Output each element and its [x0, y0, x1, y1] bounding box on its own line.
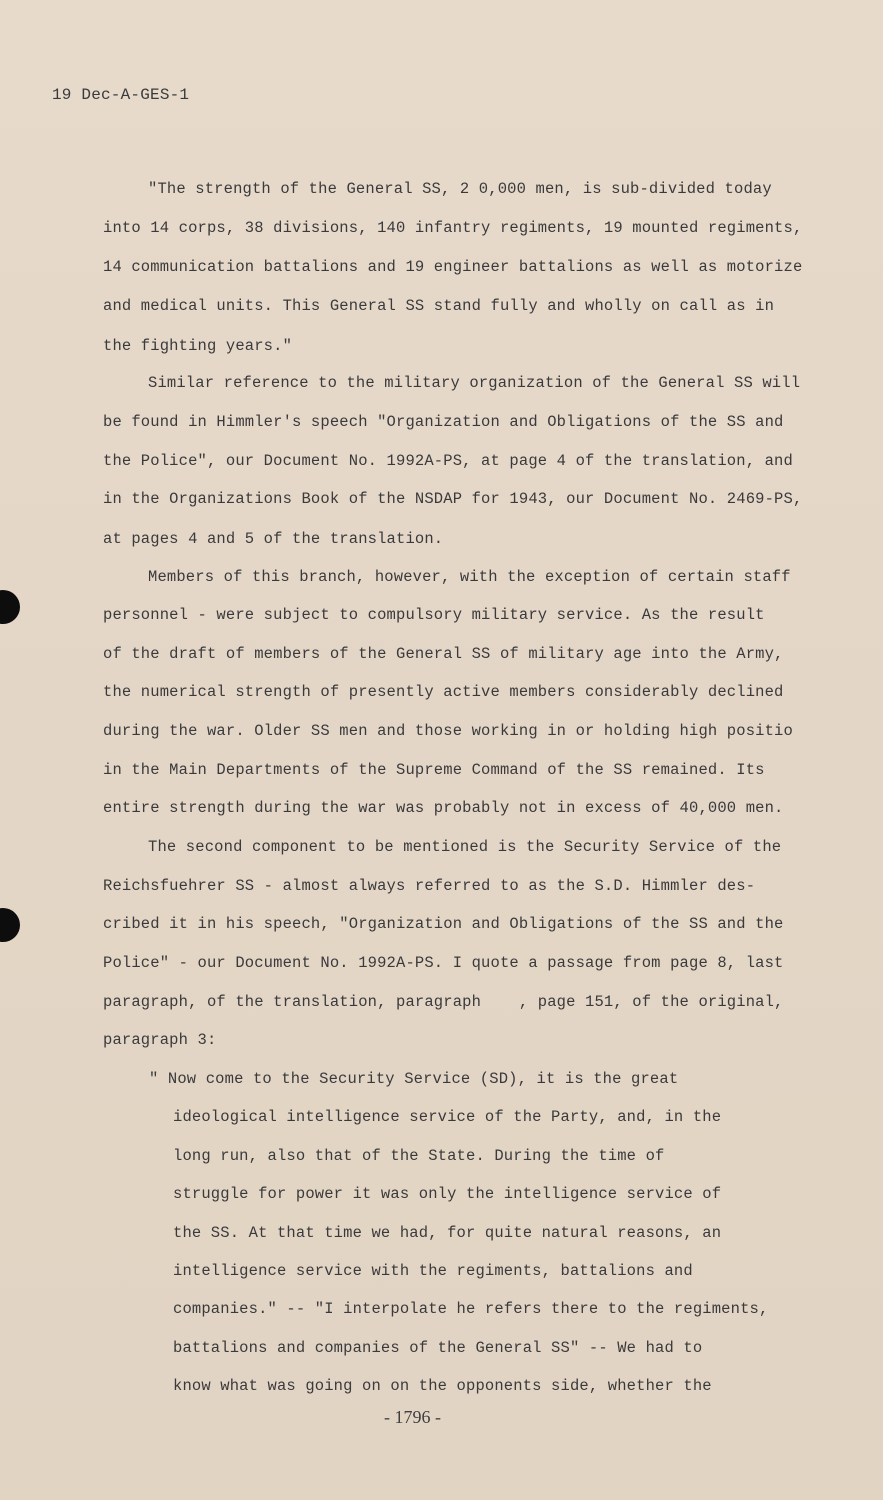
- text-line: know what was going on on the opponents side, whether the: [173, 1377, 712, 1395]
- text-line: at pages 4 and 5 of the translation.: [103, 530, 444, 548]
- text-line: the Police", our Document No. 1992A-PS, at page 4 of the translation, and: [103, 452, 793, 470]
- text-line: long run, also that of the State. During the time of: [173, 1147, 665, 1165]
- text-line: "The strength of the General SS, 2 0,000 men, is sub-divided today: [148, 180, 772, 198]
- text-line: 14 communication battalions and 19 engineer battalions as well as motorize: [103, 258, 803, 276]
- page-number: - 1796 -: [384, 1407, 441, 1427]
- text-line: be found in Himmler's speech "Organization and Obligations of the SS and: [103, 413, 784, 431]
- text-line: and medical units. This General SS stand fully and wholly on call as in: [103, 297, 775, 315]
- text-line: during the war. Older SS men and those working in or holding high positio: [103, 722, 793, 740]
- text-line: Similar reference to the military organization of the General SS will: [148, 374, 801, 392]
- text-line: Reichsfuehrer SS - almost always referred to as the S.D. Himmler des-: [103, 877, 756, 895]
- text-line: paragraph, of the translation, paragraph , page 151, of the original,: [103, 993, 784, 1011]
- punch-hole: [0, 908, 20, 942]
- text-line: ideological intelligence service of the Party, and, in the: [173, 1108, 722, 1126]
- text-line: the fighting years.": [103, 337, 293, 355]
- text-line: of the draft of members of the General SS of military age into the Army,: [103, 645, 784, 663]
- text-line: in the Organizations Book of the NSDAP for 1943, our Document No. 2469-PS,: [103, 490, 803, 508]
- text-line: intelligence service with the regiments, battalions and: [173, 1262, 693, 1280]
- text-line: Members of this branch, however, with the exception of certain staff: [148, 568, 791, 586]
- text-line: personnel - were subject to compulsory military service. As the result: [103, 606, 765, 624]
- punch-hole: [0, 590, 20, 624]
- text-line: in the Main Departments of the Supreme Command of the SS remained. Its: [103, 761, 765, 779]
- text-line: entire strength during the war was probably not in excess of 40,000 men.: [103, 799, 784, 817]
- document-reference: 19 Dec-A-GES-1: [52, 86, 190, 104]
- text-line: Police" - our Document No. 1992A-PS. I quote a passage from page 8, last: [103, 954, 784, 972]
- text-line: struggle for power it was only the intelligence service of: [173, 1185, 722, 1203]
- text-line: the numerical strength of presently active members considerably declined: [103, 683, 784, 701]
- text-line: into 14 corps, 38 divisions, 140 infantry regiments, 19 mounted regiments,: [103, 219, 803, 237]
- text-line: The second component to be mentioned is the Security Service of the: [148, 838, 782, 856]
- text-line: battalions and companies of the General SS" -- We had to: [173, 1339, 703, 1357]
- text-line: companies." -- "I interpolate he refers there to the regiments,: [173, 1300, 769, 1318]
- text-line: paragraph 3:: [103, 1031, 217, 1049]
- text-line: " Now come to the Security Service (SD), it is the great: [149, 1070, 679, 1088]
- text-line: the SS. At that time we had, for quite natural reasons, an: [173, 1224, 722, 1242]
- text-line: cribed it in his speech, "Organization and Obligations of the SS and the: [103, 915, 784, 933]
